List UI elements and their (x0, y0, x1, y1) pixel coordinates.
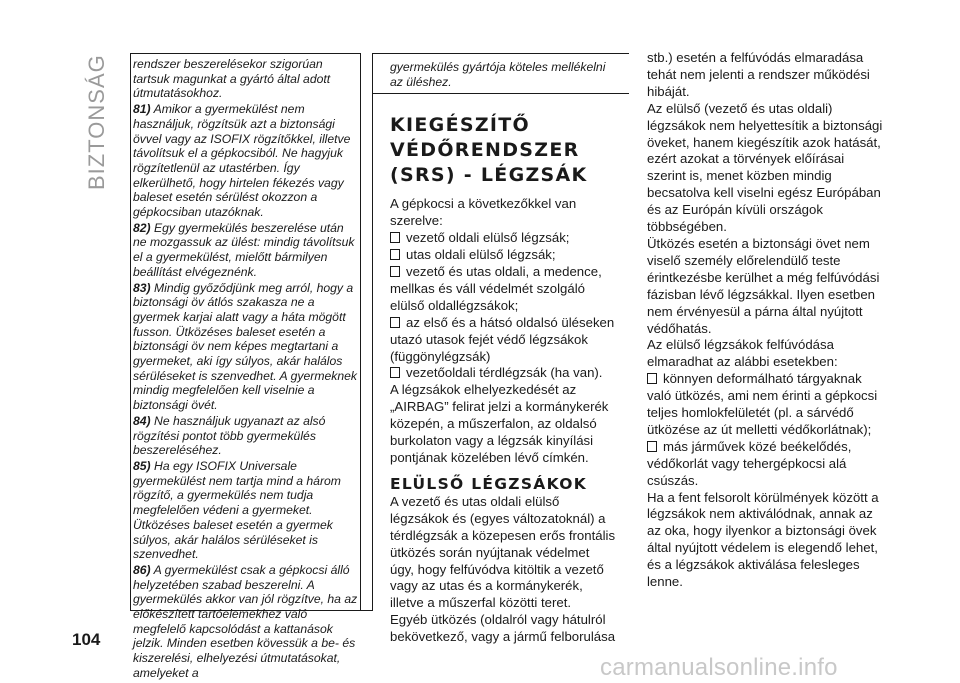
list-item: utas oldali elülső légzsák; (390, 247, 616, 264)
warning-item: 81) Amikor a gyermekülést nem használjuk, rögzítsük azt a biztonsági övvel vagy az ISOFIX rögzítőkkel, illetve távolítsuk el a gépkocsiból. Ne hagyjuk rögzítetlenül az utastérben. Így elkerülhető, hogy hirtelen fékezés vagy baleset esetén sérülést okozzon a gépkocsiban utazóknak. (133, 102, 351, 220)
warning-box2-left-rule (372, 53, 373, 611)
warning-box2-top-rule (372, 53, 629, 54)
warning-item: 86) A gyermekülést csak a gépkocsi álló helyzetében szabad beszerelni. A gyermekülés akkor van jól rögzítve, ha az előkészített tartóelemekhez való megfelelő kapcsolódást a kattanások jelzik. Minden esetben kövessük a be- és kiszerelési, elhelyezési útmutatásokat, amelyeket a (133, 562, 358, 680)
right-column (647, 50, 883, 591)
main-column (390, 60, 616, 646)
paragraph: stb.) esetén a felfúvódás elmaradása tehát nem jelenti a rendszer működési hibáját. (647, 50, 870, 99)
paragraph: A vezető és utas oldali elülső légzsákok és (egyes változatoknál) a térdlégzsák a közepesen erős frontális ütközés során nyújtanak védelmet úgy, hogy felfúvódva kitöltik a vezető vagy az utas és a kormánykerék, illetve a műszerfal közötti teret. (390, 493, 616, 611)
subsection-body (390, 494, 616, 646)
intro-text: A gépkocsi a következőkkel van szerelve: (390, 196, 577, 229)
list-item: az első és a hátsó oldalsó üléseken utazó utasok fejét védő légzsákok (függönylégzsák) (390, 314, 615, 364)
list-item: könnyen deformálható tárgyaknak való ütközés, ami nem érinti a gépkocsi teljes homlokfelületét (pl. a sárvédő ütközése az út melletti védőkorlátnak); (647, 371, 883, 439)
page-number: 104 (72, 630, 101, 649)
side-title-text: BIZTONSÁG (84, 54, 109, 190)
warning-item: rendszer beszerelésekor szigorúan tartsuk magunkat a gyártó által adott útmutatásokhoz. (133, 57, 331, 101)
warning-item: 83) Mindig győződjünk meg arról, hogy a biztonsági öv átlós szakasza ne a gyermek karjai alatt vagy a háta mögött fusson. Ütközéses baleset esetén a biztonsági öv nem képes megtartani a gyermeket, aki így súlyos, akár halálos sérüléseket is szenvedhet. A gyermeknek mindig megfelelően kell viselnie a biztonsági övét. (133, 280, 357, 413)
paragraph: Ha a fent felsorolt körülmények között a légzsákok nem aktiválódnak, annak az az oka, hogy ilyenkor a biztonsági övek által nyújtott védelem is elegendő lehet, és a légzsákok aktiválása felesleges lenne. (647, 489, 879, 590)
warning-item: 82) Egy gyermekülés beszerelése után ne mozgassuk az ülést: mindig távolítsuk el a gyermekülést, mielőtt bármilyen beállítást elvégeznénk. (133, 220, 355, 279)
list-item: vezetőoldali térdlégzsák (ha van). (390, 365, 616, 382)
warning-box-top-rule (130, 53, 360, 54)
section-side-title (84, 40, 110, 190)
warning-column (133, 57, 359, 682)
section-body (390, 196, 616, 467)
warning-box-left-rule (130, 53, 131, 611)
list-item: vezető oldali elülső légzsák; (390, 230, 616, 247)
paragraph: Ütközés esetén a biztonsági övet nem viselő személy előrelendülő teste érintkezésbe kerülhet a még felfúvódási fázisban lévő légzsákkal. Ilyen esetben nem érvényesül a párna által nyújtott védőhatás. (647, 235, 880, 336)
warning-continuation: gyermekülés gyártója köteles mellékelni az üléshez. (390, 60, 606, 89)
section-heading: KIEGÉSZÍTŐ VÉDŐRENDSZER (SRS) - LÉGZSÁK (390, 114, 588, 187)
list-item: vezető és utas oldali, a medence, mellkas és váll védelmét szolgáló elülső oldallégzsákok; (390, 264, 616, 315)
warning-item: 84) Ne használjuk ugyanazt az alsó rögzítési pontot több gyermekülés beszereléséhez. (133, 413, 326, 458)
warning-item: 85) Ha egy ISOFIX Universale gyermekülést nem tartja mind a három rögzítő, a gyermekülés nem tudja megfelelően védeni a gyermeket. Ütközéses baleset esetén a gyermek súlyos, akár halálos sérüléseket is szenvedhet. (133, 458, 341, 562)
paragraph: A légzsákok elhelyezkedését az „AIRBAG” felirat jelzi a kormánykerék közepén, a műszerfalon, az oldalsó burkolaton vagy a légzsák kinyílási pontjának közelében lévő címkén. (390, 382, 609, 465)
watermark: carmanualsonline.info (600, 654, 838, 681)
paragraph: Az elülső (vezető és utas oldali) légzsákok nem helyettesítik a biztonsági öveket, hanem kiegészítik azok hatását, ezért azokat a törvények előírásai szerint is, menet közben mindig becsatolva kell viselni egész Európában és az Európán kívüli országok többségében. (647, 100, 883, 235)
paragraph: Az elülső légzsákok felfúvódása elmaradhat az alábbi esetekben: (647, 337, 838, 370)
subsection-heading: ELÜLSŐ LÉGZSÁKOK (390, 474, 587, 493)
list-item: más járművek közé beékelődés, védőkorlát vagy tehergépkocsi alá csúszás. (647, 439, 883, 490)
paragraph: Egyéb ütközés (oldalról vagy hátulról bekövetkező, vagy a jármű felborulása (390, 612, 616, 645)
warning-box-right-rule (360, 53, 361, 611)
